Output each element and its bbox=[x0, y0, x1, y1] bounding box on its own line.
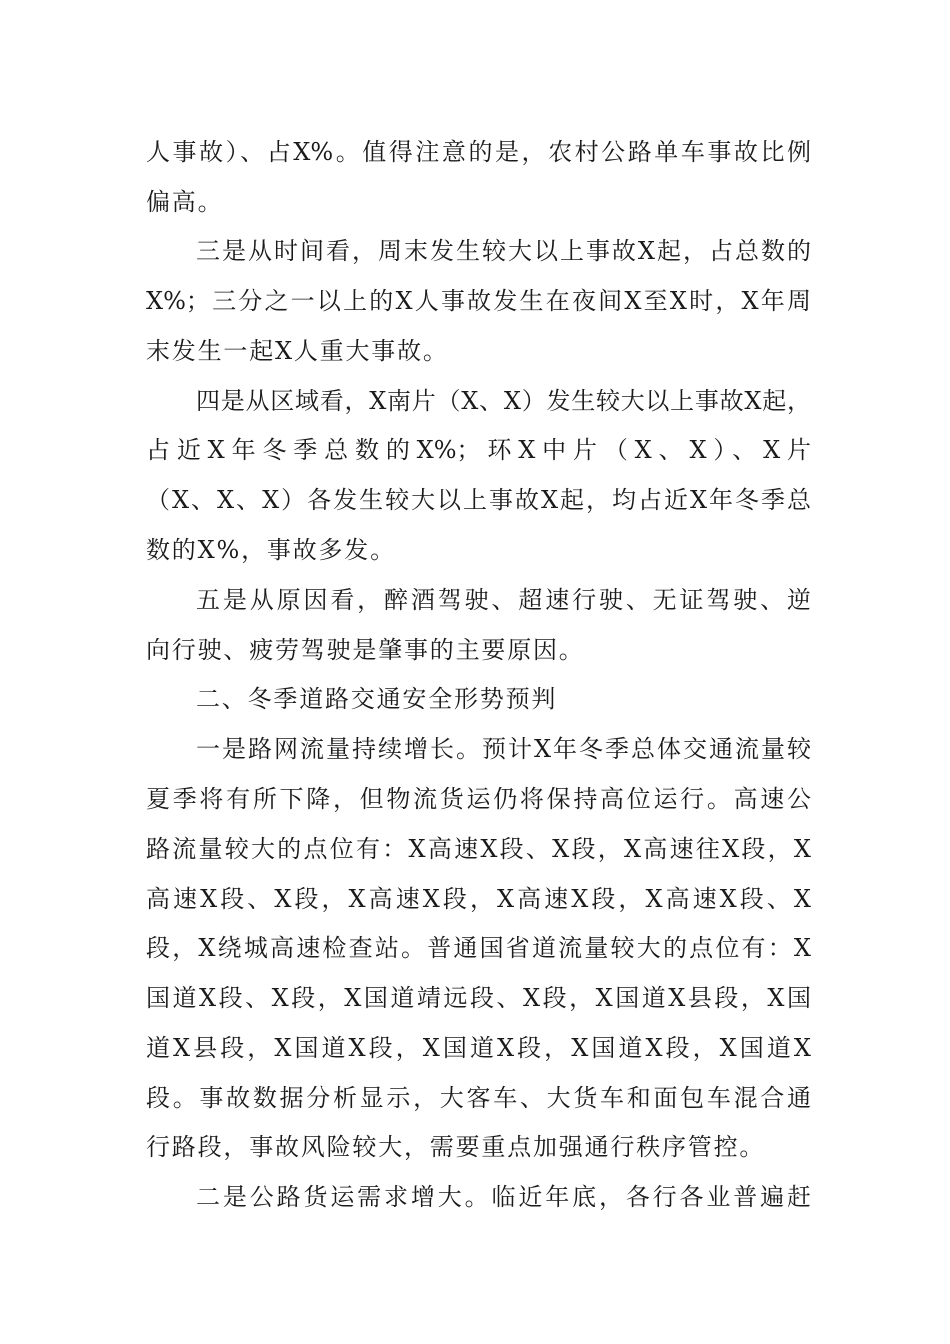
paragraph-line: 末发生一起X人重大事故。 bbox=[146, 337, 449, 365]
paragraph-line: 段，X绕城高速检查站。普通国省道流量较大的点位有：X bbox=[146, 934, 811, 962]
paragraph-line: 四是从区域看，X南片（X、X）发生较大以上事故X起， bbox=[196, 387, 811, 415]
paragraph-line: 向行驶、疲劳驾驶是肇事的主要原因。 bbox=[146, 636, 585, 664]
paragraph-line: 偏高。 bbox=[146, 188, 224, 216]
paragraph-line: 一是路网流量持续增长。预计X年冬季总体交通流量较 bbox=[196, 735, 811, 763]
paragraph-line: 人事故）、占X%。值得注意的是，农村公路单车事故比例 bbox=[146, 138, 811, 166]
paragraph-line: 二是公路货运需求增大。临近年底，各行各业普遍赶 bbox=[196, 1183, 811, 1211]
paragraph-line: 夏季将有所下降，但物流货运仍将保持高位运行。高速公 bbox=[146, 785, 811, 813]
paragraph-line: 路流量较大的点位有：X高速X段、X段，X高速往X段，X bbox=[146, 835, 811, 863]
paragraph-line: X%；三分之一以上的X人事故发生在夜间X至X时，X年周 bbox=[146, 287, 811, 315]
paragraph-line: 段。事故数据分析显示，大客车、大货车和面包车混合通 bbox=[146, 1084, 811, 1112]
paragraph-line: 数的X%，事故多发。 bbox=[146, 536, 396, 564]
paragraph-line: 三是从时间看，周末发生较大以上事故X起，占总数的 bbox=[196, 237, 811, 265]
paragraph-line: 行路段，事故风险较大，需要重点加强通行秩序管控。 bbox=[146, 1133, 766, 1161]
section-heading: 二、冬季道路交通安全形势预判 bbox=[196, 685, 558, 713]
paragraph-line: 道X县段，X国道X段，X国道X段，X国道X段，X国道X bbox=[146, 1034, 811, 1062]
paragraph-line: 高速X段、X段，X高速X段，X高速X段，X高速X段、X bbox=[146, 885, 811, 913]
paragraph-line: 五是从原因看，醉酒驾驶、超速行驶、无证驾驶、逆 bbox=[196, 586, 811, 614]
paragraph-line: 占近X年冬季总数的X%；环X中片（X、X）、X片 bbox=[146, 436, 811, 464]
paragraph-line: 国道X段、X段，X国道靖远段、X段，X国道X县段，X国 bbox=[146, 984, 811, 1012]
paragraph-line: （X、X、X）各发生较大以上事故X起，均占近X年冬季总 bbox=[146, 486, 811, 514]
